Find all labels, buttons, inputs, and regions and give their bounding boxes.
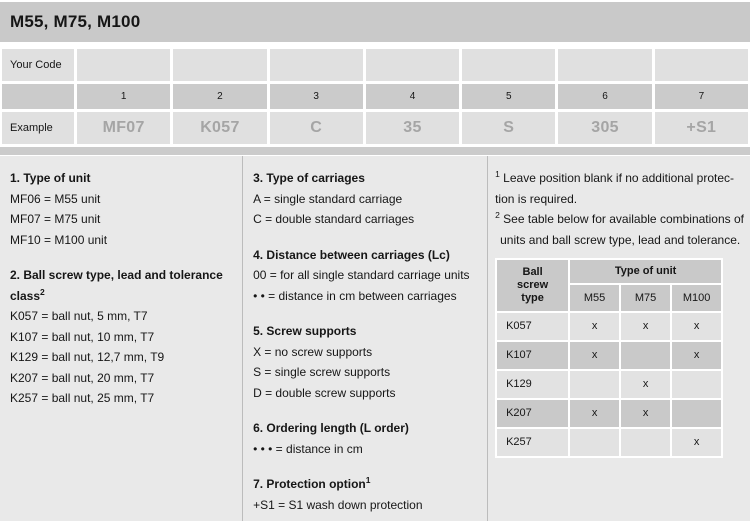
- definition-line: • • = distance in cm between carriages: [253, 288, 457, 303]
- heading-text: 2. Ball screw type, lead and tolerance class: [10, 268, 223, 303]
- heading-text: 4. Distance between carriages (Lc): [253, 247, 450, 262]
- definition-line: K107 = ball nut, 10 mm, T7: [10, 329, 155, 344]
- your-code-cell-6: [558, 49, 651, 81]
- example-value: S: [462, 112, 555, 144]
- heading-superscript: 2: [40, 286, 45, 297]
- position-number: 4: [366, 84, 459, 109]
- example-value: K057: [173, 112, 266, 144]
- your-code-cell-4: [366, 49, 459, 81]
- combo-unit-header: M100: [672, 285, 721, 311]
- combo-mark: [570, 371, 619, 398]
- position-number: 6: [558, 84, 651, 109]
- combo-mark: x: [621, 400, 670, 427]
- heading-text: 1. Type of unit: [10, 171, 91, 185]
- footnote-text: See table below for available combinations of: [503, 212, 744, 226]
- section-screw-supports: [253, 321, 479, 403]
- ordering-code-table: [2, 49, 748, 144]
- combo-mark: [570, 429, 619, 456]
- heading-text: 5. Screw supports: [253, 324, 357, 338]
- combo-corner-header: Ball screw type: [497, 260, 568, 311]
- section-ball-screw-type: [10, 265, 234, 409]
- section-heading: [10, 168, 234, 189]
- footnote-marker: 1: [495, 169, 500, 179]
- your-code-label: Your Code: [2, 49, 74, 81]
- definition-line: D = double screw supports: [253, 385, 396, 400]
- section-protection-option: [253, 474, 479, 515]
- position-number: 1: [77, 84, 170, 109]
- definition-line: K207 = ball nut, 20 mm, T7: [10, 370, 155, 385]
- example-label: Example: [2, 112, 74, 144]
- footnote-line: units and ball screw type, lead and tolerance.: [500, 232, 741, 247]
- footnote-line: [495, 168, 744, 189]
- definition-line: • • • = distance in cm: [253, 441, 363, 456]
- your-code-cell-3: [270, 49, 363, 81]
- definition-line: +S1 = S1 wash down protection: [253, 497, 423, 512]
- heading-superscript: 1: [365, 475, 371, 485]
- heading-text: 3. Type of carriages: [253, 171, 365, 185]
- footnote-1: [495, 168, 744, 209]
- definition-line: A = single standard carriage: [253, 191, 403, 206]
- footnote-line: tion is required.: [495, 191, 578, 206]
- definition-line: MF07 = M75 unit: [10, 212, 101, 226]
- heading-text: 6. Ordering length (L order): [253, 421, 409, 435]
- section-heading: [253, 418, 479, 439]
- position-number: 5: [462, 84, 555, 109]
- combo-row-type: K129: [497, 371, 568, 398]
- definition-line: X = no screw supports: [253, 344, 373, 359]
- section-heading: [253, 321, 479, 342]
- definition-line: MF06 = M55 unit: [10, 191, 101, 206]
- example-value: MF07: [77, 112, 170, 144]
- example-value: 305: [558, 112, 651, 144]
- position-number: 7: [655, 84, 748, 109]
- combo-mark: x: [672, 342, 721, 369]
- footnote-text: Leave position blank if no additional protec-: [503, 171, 734, 185]
- your-code-cell-1: [77, 49, 170, 81]
- divider-strip: [0, 147, 750, 155]
- section-heading: [253, 168, 479, 189]
- page-title: M55, M75, M100: [10, 12, 141, 31]
- example-value: +S1: [655, 112, 748, 144]
- combo-mark: x: [570, 342, 619, 369]
- combo-group-header: Type of unit: [570, 260, 721, 283]
- section-heading: [253, 245, 479, 266]
- definition-line: K057 = ball nut, 5 mm, T7: [10, 309, 148, 323]
- content-area: [0, 156, 750, 521]
- combo-mark: [621, 342, 670, 369]
- definition-line: S = single screw supports: [253, 365, 391, 379]
- position-number: 2: [173, 84, 266, 109]
- your-code-cell-5: [462, 49, 555, 81]
- footnote-2: [495, 209, 744, 250]
- section-heading: [253, 474, 479, 495]
- position-number: 3: [270, 84, 363, 109]
- section-heading: [10, 265, 234, 306]
- column-type-and-screw: [0, 156, 243, 521]
- section-type-of-carriages: [253, 168, 479, 230]
- definition-line: C = double standard carriages: [253, 212, 415, 226]
- combo-row-type: K257: [497, 429, 568, 456]
- footnote-line: [495, 209, 744, 230]
- combo-row-type: K057: [497, 313, 568, 340]
- definition-line: MF10 = M100 unit: [10, 232, 108, 247]
- section-type-of-unit: [10, 168, 234, 250]
- section-ordering-length: [253, 418, 479, 459]
- combo-unit-header: M75: [621, 285, 670, 311]
- example-value: 35: [366, 112, 459, 144]
- column-carriages-and-options: [243, 156, 488, 521]
- combo-mark: x: [570, 313, 619, 340]
- section-distance-between-carriages: [253, 245, 479, 307]
- combo-mark: [672, 371, 721, 398]
- combinations-table: [495, 258, 723, 458]
- combo-mark: [672, 400, 721, 427]
- definition-line: K129 = ball nut, 12,7 mm, T9: [10, 350, 165, 364]
- combo-row-type: K207: [497, 400, 568, 427]
- heading-text: 7. Protection option: [253, 477, 366, 491]
- combo-mark: [621, 429, 670, 456]
- page-title-bar: [0, 2, 750, 42]
- column-footnotes-and-combinations: [488, 156, 750, 521]
- your-code-cell-2: [173, 49, 266, 81]
- position-label-spacer: [2, 84, 74, 109]
- definition-line: K257 = ball nut, 25 mm, T7: [10, 391, 155, 405]
- your-code-cell-7: [655, 49, 748, 81]
- example-value: C: [270, 112, 363, 144]
- footnote-marker: 2: [495, 210, 500, 220]
- definition-line: 00 = for all single standard carriage units: [253, 268, 470, 282]
- combo-row-type: K107: [497, 342, 568, 369]
- combo-unit-header: M55: [570, 285, 619, 311]
- combo-mark: x: [672, 313, 721, 340]
- combo-mark: x: [570, 400, 619, 427]
- combo-mark: x: [621, 371, 670, 398]
- combo-mark: x: [621, 313, 670, 340]
- combo-mark: x: [672, 429, 721, 456]
